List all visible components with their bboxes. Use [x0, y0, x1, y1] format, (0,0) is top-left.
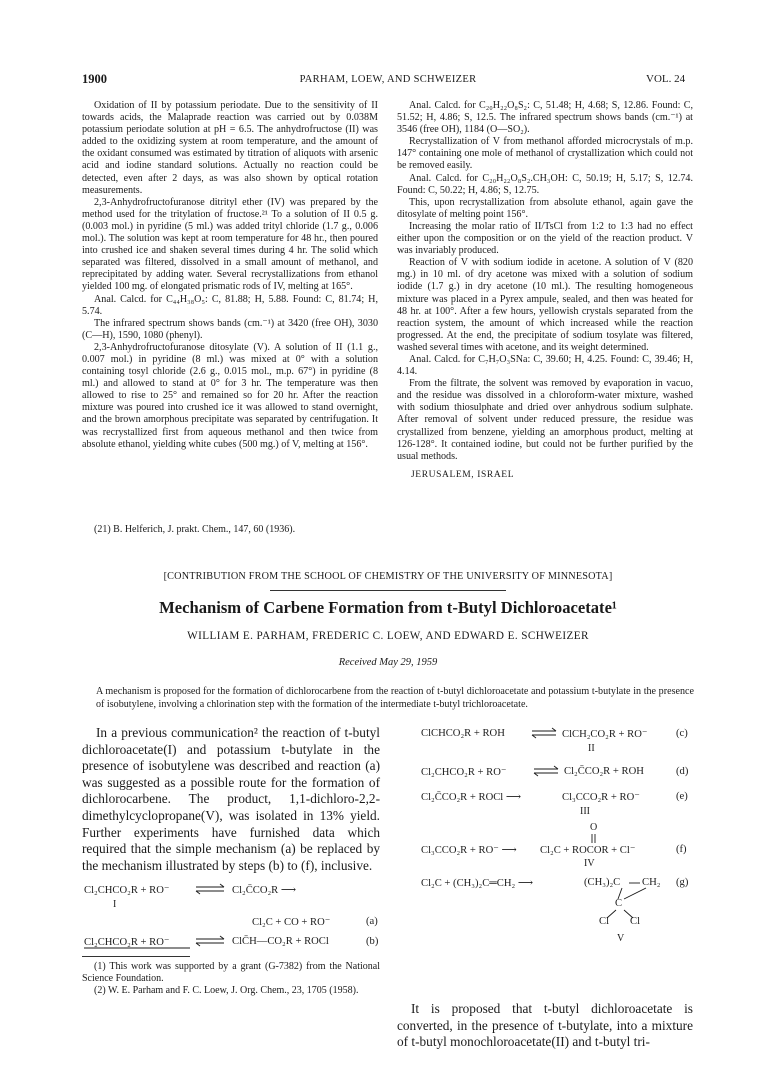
- eq-c-numeral: II: [588, 743, 595, 754]
- body-right-column: [397, 1001, 693, 1051]
- eq-f-reactants: Cl₃CCO₂R + RO⁻ ⟶: [421, 845, 517, 856]
- paragraph: This, upon recrystallization from absolute ethanol, again gave the ditosylate of melting point 156°.: [397, 196, 693, 220]
- eq-c-products: ClCH₂CO₂R + RO⁻: [562, 729, 648, 740]
- paragraph: Anal. Calcd. for C₂₀H₂₂O₈S₂: C, 51.48; H, 4.68; S, 12.86. Found: C, 51.52; H, 4.86; S, 12.5. The infrared spectrum shows bands (cm.⁻¹) at 3546 (free OH), 1184 (O—SO₂).: [397, 100, 693, 136]
- running-title: PARHAM, LOEW, AND SCHWEIZER: [299, 74, 477, 85]
- page-number: 1900: [82, 72, 107, 86]
- paragraph: Anal. Calcd. for C₂₀H₂₂O₈S₂.CH₃OH: C, 50.19; H, 5.17; S, 12.74. Found: C, 50.22; H, 4.86; S, 12.75.: [397, 172, 693, 196]
- paragraph: Reaction of V with sodium iodide in acetone. A solution of V (820 mg.) in 10 ml. of dry acetone was mixed with a solution of sodium iodide (1.7 g.) in dry acetone (10 ml.). The resulting homogeneous mixture was placed in a Pyrex ampule, sealed, and then was heated for 48 hr. at 100°. After a few hours, yellowish crystals separated from the reaction system, the amount of which increased while the reaction progressed. At the end, the precipitate of sodium tosylate was filtered, washed several times with acetone, and its weight determined.: [397, 257, 693, 353]
- eq-f-carbonyl-oxygen: O: [590, 822, 598, 833]
- eq-label-d: (d): [676, 766, 689, 777]
- paragraph: Oxidation of II by potassium periodate. Due to the sensitivity of II towards acids, the Malaprade reaction was carried out by 0.038M potassium periodate solution at pH = 6.5. The anhydrofructose (II) was added to the oxidizing system at room temperature, and the amount of the oxidant consumed was estimated by titration of aliquots with arsenic acid and iodine standard solutions. Actually no reaction could be detected, even after 2 days, as was also shown by optical rotation measurements.: [82, 100, 378, 196]
- volume-label: VOL. 24: [646, 73, 686, 85]
- eq-a-products: Cl₂C + CO + RO⁻: [252, 917, 331, 928]
- eq-a-reactants: Cl₂CHCO₂R + RO⁻: [84, 885, 170, 896]
- intro-paragraph: In a previous communication² the reaction of t-butyl dichloroacetate(I) and potassium t-butylate in the presence of isobutylene was described and reaction (a) was suggested as a possible route for the formation of dichlorocarbene. The product, 1,1-dichloro-2,2-dimethylcyclopropane(V), was isolated in 13% yield. Further experiments have furnished data which required that the simple mechanism (a) be replaced by the mechanism illustrated by steps (b) to (f), inclusive.: [82, 725, 380, 873]
- eq-label-c: (c): [676, 728, 688, 739]
- eq-c-reactants: ClCHCO₂R + ROH: [421, 728, 505, 739]
- eq-d-products: Cl₂C̄CO₂R + ROH: [564, 766, 644, 777]
- eq-g-cl-left: Cl: [599, 916, 610, 927]
- eq-g-cl-left-bond: [607, 910, 616, 918]
- eq-a-numeral: I: [113, 899, 117, 910]
- eq-f-products: Cl₂C + ROCOR + Cl⁻: [540, 845, 636, 856]
- eq-label-e: (e): [676, 791, 688, 802]
- eq-e-numeral: III: [580, 806, 590, 817]
- eq-g-cl-right-bond: [624, 910, 633, 918]
- eq-label-f: (f): [676, 844, 687, 855]
- article-title: Mechanism of Carbene Formation from t-Butyl Dichloroacetate¹: [159, 598, 617, 617]
- footnote-1: (1) This work was supported by a grant (G-7382) from the National Science Foundation.: [82, 961, 380, 984]
- eq-b-reactants: Cl₂CHCO₂R + RO⁻: [84, 937, 170, 948]
- eq-f-numeral: IV: [584, 858, 595, 869]
- eq-g-numeral: V: [617, 933, 625, 944]
- paragraph: Anal. Calcd. for C₄₄H₃₈O₅: C, 81.88; H, 5.88. Found: C, 81.74; H, 5.74.: [82, 293, 378, 317]
- footnote-2: (2) W. E. Parham and F. C. Loew, J. Org. Chem., 23, 1705 (1958).: [94, 985, 359, 996]
- abstract: A mechanism is proposed for the formation of dichlorocarbene from the reaction of t-butyl dichloroacetate and potassium t-butylate in the presence of isobutylene, involving a chlorination step with the formation of the intermediate t-butyl trichloroacetate.: [96, 686, 694, 710]
- eq-g-product-left: (CH₃)₂C: [584, 877, 621, 888]
- eq-b-products: ClC̄H—CO₂R + ROCl: [232, 936, 329, 947]
- eq-a-intermediate: Cl₂C̄CO₂R ⟶: [232, 885, 297, 896]
- eq-g-ring-carbon: C: [615, 898, 623, 909]
- eq-e-reactants: Cl₂C̄CO₂R + ROCl ⟶: [421, 792, 522, 803]
- eq-g-ring-left-bond: [618, 888, 622, 899]
- paragraph: From the filtrate, the solvent was removed by evaporation in vacuo, and the residue was dissolved in a chloroform-water mixture, washed with sodium thiosulphate and dried over anhydrous sodium sulphate. After removal of solvent under reduced pressure, the residue was crystallized from benzene, yielding an amorphous product, melting at 126-128°. It contained iodine, but could not be further purified by the usual methods.: [397, 378, 693, 462]
- eq-label-b: (b): [366, 936, 379, 947]
- paragraph: 2,3-Anhydrofructofuranose ditrityl ether (IV) was prepared by the method used for the tritylation of fructose.²¹ To a solution of II 0.5 g. (0.003 mol.) in pyridine (5 ml.) was added trityl chloride (1.7 g., 0.006 mol.). The solution was kept at room temperature for 48 hr., then poured into crushed ice and shaken several times during 4 hr. The solid which separated was filtered, dissolved in a small amount of methanol, and reprecipitated by adding water. Several recrystallizations from ethanol yielded 100 mg. of elongated prismatic rods of IV, melting at 165°.: [82, 196, 378, 293]
- received-date: Received May 29, 1959: [338, 657, 438, 668]
- footnote-21: (21) B. Helferich, J. prakt. Chem., 147, 60 (1936).: [94, 524, 296, 535]
- authors: WILLIAM E. PARHAM, FREDERIC C. LOEW, AND EDWARD E. SCHWEIZER: [187, 630, 589, 642]
- paragraph: Increasing the molar ratio of II/TsCl from 1:2 to 1:3 had no effect either upon the composition or on the yield of the reaction product. V was invariably produced.: [397, 220, 693, 257]
- eq-e-products: Cl₃CCO₂R + RO⁻: [562, 792, 640, 803]
- affiliation: JERUSALEM, ISRAEL: [411, 469, 515, 480]
- eq-g-cl-right: Cl: [630, 916, 641, 927]
- paragraph: 2,3-Anhydrofructofuranose ditosylate (V). A solution of II (1.1 g., 0.007 mol.) in pyridine (8 ml.) was mixed at 0° with a solution containing tosyl chloride (2.6 g., 0.015 mol., m.p. 67°) in pyridine (8 ml.) and allowed to stand at 0° for 3 hr. The temperature was then allowed to rise to 25° and remained so for 20 hr. After the reaction mixture was poured into crushed ice it was allowed to stand overnight, and the brown amorphous precipitate was separated by centrifugation. It was recrystallized first from aqueous methanol and then twice from absolute ethanol, yielding white cubes (500 mg.) of V, melting at 156°.: [82, 341, 378, 450]
- paragraph: The infrared spectrum shows bands (cm.⁻¹) at 3420 (free OH), 3030 (C—H), 1590, 1080 (phenyl).: [82, 317, 378, 341]
- eq-label-a: (a): [366, 916, 378, 927]
- paragraph: Recrystallization of V from methanol afforded microcrystals of m.p. 147° containing one mole of methanol of crystallization which could not be removed easily.: [397, 136, 693, 172]
- proposal-paragraph: It is proposed that t-butyl dichloroacetate is converted, in the presence of t-butylate, into a mixture of t-butyl monochloroacetate(II) and t-butyl tri-: [397, 1001, 693, 1050]
- contribution-line: [CONTRIBUTION FROM THE SCHOOL OF CHEMISTRY OF THE UNIVERSITY OF MINNESOTA]: [163, 571, 613, 582]
- eq-label-g: (g): [676, 877, 689, 888]
- paragraph: Anal. Calcd. for C₇H₇O₃SNa: C, 39.60; H, 4.25. Found: C, 39.46; H, 4.14.: [397, 353, 693, 378]
- eq-d-reactants: Cl₂CHCO₂R + RO⁻: [421, 767, 507, 778]
- eq-g-reactants: Cl₂C + (CH₃)₂C═CH₂ ⟶: [421, 878, 534, 889]
- eq-g-ring-right-bond: [624, 888, 646, 899]
- eq-g-product-ch2: CH₂: [642, 877, 661, 888]
